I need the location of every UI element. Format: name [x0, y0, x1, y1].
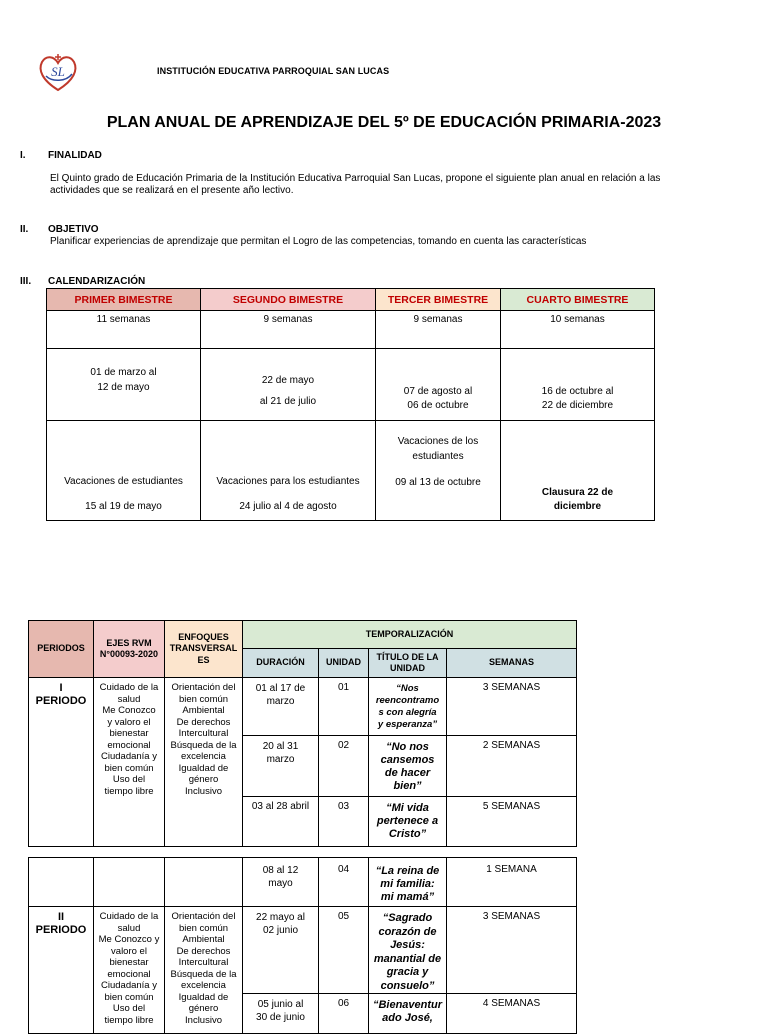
- ejes-line: Uso del: [112, 774, 146, 785]
- header-ejes: [94, 621, 165, 678]
- section-1-title: FINALIDAD: [48, 150, 102, 161]
- section-1-line-2: actividades que se realizará en el presente año lectivo.: [50, 185, 294, 196]
- duracion-line: 30 de junio: [256, 1012, 305, 1023]
- header-primer-bimestre: PRIMER BIMESTRE: [47, 289, 201, 311]
- section-2-title: OBJETIVO: [48, 224, 99, 235]
- ejes-line: emocional: [107, 968, 151, 980]
- page-title: PLAN ANUAL DE APRENDIZAJE DEL 5º DE EDUCACIÓN PRIMARIA-2023: [106, 114, 662, 131]
- section-3-number: III.: [20, 276, 32, 287]
- clausura-line: Clausura 22 de: [541, 487, 614, 498]
- header-enfoques-line: ES: [197, 654, 210, 665]
- vacation-line: 24 julio al 4 de agosto: [239, 501, 337, 512]
- institution-name: INSTITUCIÓN EDUCATIVA PARROQUIAL SAN LUCAS: [157, 66, 390, 76]
- enfoques-line: Ambiental: [182, 934, 225, 945]
- clausura-line: diciembre: [553, 501, 602, 512]
- header-temporalizacion: TEMPORALIZACIÓN: [243, 621, 577, 649]
- weeks-cell: 9 semanas: [201, 311, 376, 349]
- enfoques-line: Orientación del: [171, 911, 236, 922]
- titulo-cell: [369, 858, 447, 907]
- duracion-line: marzo: [266, 696, 295, 707]
- semanas-cell: 2 SEMANAS: [447, 736, 577, 797]
- ejes-line: bienestar: [109, 728, 149, 739]
- ejes-line: Cuidado de la: [99, 682, 159, 693]
- ejes-line: Me Conozco: [102, 705, 156, 716]
- enfoques-line: excelencia: [181, 980, 226, 991]
- svg-text:SL: SL: [51, 64, 65, 79]
- semanas-cell: 5 SEMANAS: [447, 797, 577, 847]
- enfoques-line: Inclusivo: [185, 1014, 222, 1026]
- enfoques-line: Intercultural: [178, 728, 229, 739]
- duracion-line: 20 al 31: [262, 741, 299, 752]
- duracion-line: 08 al 12: [262, 865, 299, 876]
- ejes-line: Uso del: [112, 1003, 146, 1014]
- titulo-line: “Nos: [396, 683, 419, 694]
- titulo-line: corazón de: [378, 925, 437, 938]
- titulo-cell: [369, 736, 447, 797]
- vacation-cell: [47, 421, 201, 521]
- titulo-line: manantial de: [373, 952, 442, 965]
- dates-cell: [201, 349, 376, 421]
- titulo-cell: [369, 678, 447, 736]
- duracion-cell: [243, 858, 319, 907]
- school-logo: [36, 52, 80, 92]
- ejes-line: salud: [117, 922, 141, 934]
- enfoques-line: bien común: [178, 693, 229, 705]
- enfoques-line: género: [188, 774, 219, 785]
- period-label-line: II: [57, 911, 65, 923]
- header-unidad: UNIDAD: [319, 649, 369, 678]
- ejes-cell: [94, 907, 165, 1034]
- dates-line: 01 de marzo al: [90, 367, 157, 378]
- dates-line: 07 de agosto al: [403, 386, 473, 397]
- titulo-line: reencontramo: [375, 695, 440, 706]
- period-label: [29, 907, 94, 1034]
- header-ejes-line: N°00093-2020: [99, 649, 159, 659]
- ejes-line: Ciudadanía y: [101, 751, 157, 762]
- header-enfoques: [165, 621, 243, 678]
- unidad-cell: 02: [319, 736, 369, 797]
- enfoques-line: Orientación del: [171, 682, 236, 693]
- duracion-cell: [243, 994, 319, 1034]
- titulo-line: “Sagrado: [382, 912, 433, 924]
- calendar-weeks-row: [47, 311, 655, 349]
- weeks-cell: 9 semanas: [376, 311, 501, 349]
- titulo-line: “Bienaventur: [372, 999, 443, 1011]
- calendar-header-row: [47, 289, 655, 311]
- enfoques-line: excelencia: [181, 751, 226, 762]
- calendar-vacations-row: [47, 421, 655, 521]
- enfoques-line: Ambiental: [182, 705, 225, 716]
- header-ejes-line: EJES RVM: [106, 637, 152, 648]
- header-semanas: SEMANAS: [447, 649, 577, 678]
- vacation-line: estudiantes: [412, 451, 464, 462]
- titulo-line: mi familia:: [380, 878, 435, 890]
- ejes-line: Cuidado de la: [99, 911, 159, 922]
- header-tercer-bimestre: TERCER BIMESTRE: [376, 289, 501, 311]
- header-titulo: [369, 649, 447, 678]
- empty-cell: [94, 858, 165, 907]
- enfoques-line: Inclusivo: [185, 785, 222, 797]
- semanas-cell: 3 SEMANAS: [447, 907, 577, 994]
- enfoques-line: Búsqueda de la: [170, 968, 237, 980]
- ejes-line: emocional: [107, 739, 151, 751]
- dates-line: 16 de octubre al: [541, 386, 614, 397]
- titulo-line: “La reina de: [375, 865, 440, 877]
- ejes-line: bienestar: [109, 957, 149, 968]
- ejes-line: bien común: [104, 762, 154, 774]
- titulo-line: ado José,: [382, 1012, 433, 1024]
- vacation-line: Vacaciones de estudiantes: [64, 476, 183, 487]
- header-periodos: PERIODOS: [29, 621, 94, 678]
- dates-cell: [47, 349, 201, 421]
- dates-line: 12 de mayo: [97, 382, 150, 393]
- section-1-number: I.: [20, 150, 26, 161]
- table-row: [29, 678, 577, 736]
- ejes-line: Me Conozco y: [98, 934, 160, 945]
- duracion-cell: [243, 907, 319, 994]
- section-3-title: CALENDARIZACIÓN: [48, 276, 146, 287]
- titulo-line: y esperanza”: [377, 719, 438, 730]
- ejes-cell: [94, 678, 165, 847]
- unidad-cell: 03: [319, 797, 369, 847]
- enfoques-cell: [165, 678, 243, 847]
- enfoques-line: Igualdad de: [178, 991, 229, 1003]
- ejes-line: bien común: [104, 991, 154, 1003]
- header-enfoques-line: TRANSVERSAL: [169, 643, 238, 654]
- table-row: [29, 858, 577, 907]
- duracion-line: marzo: [266, 754, 295, 765]
- duracion-line: 02 junio: [262, 925, 299, 936]
- unidad-cell: 04: [319, 858, 369, 907]
- ejes-line: Ciudadanía y: [101, 980, 157, 991]
- titulo-line: gracia y: [386, 966, 429, 978]
- titulo-line: Cristo”: [388, 828, 427, 840]
- enfoques-line: Búsqueda de la: [170, 739, 237, 751]
- unidad-cell: 01: [319, 678, 369, 736]
- plan-table-period-2: [28, 857, 577, 1034]
- vacation-line: 15 al 19 de mayo: [85, 501, 162, 512]
- weeks-cell: 10 semanas: [501, 311, 655, 349]
- period-label: [29, 678, 94, 847]
- dates-line: 22 de mayo: [261, 375, 315, 386]
- vacation-cell: [201, 421, 376, 521]
- empty-cell: [29, 858, 94, 907]
- header-segundo-bimestre: SEGUNDO BIMESTRE: [201, 289, 376, 311]
- enfoques-line: De derechos: [176, 945, 231, 957]
- titulo-line: s con alegría: [378, 707, 437, 718]
- titulo-line: “Mi vida: [386, 802, 429, 814]
- titulo-line: Jesús:: [390, 939, 425, 951]
- duracion-cell: [243, 678, 319, 736]
- period-label-line: I: [59, 682, 63, 694]
- dates-line: 22 de diciembre: [541, 400, 614, 411]
- section-1-line-1: El Quinto grado de Educación Primaria de la Institución Educativa Parroquial San Lucas, propone el siguiente plan anual en relación a las: [50, 173, 661, 184]
- vacation-line: Vacaciones para los estudiantes: [216, 476, 360, 487]
- unidad-cell: 05: [319, 907, 369, 994]
- vacation-line: 09 al 13 de octubre: [395, 477, 481, 488]
- titulo-line: mi mamá”: [380, 891, 435, 903]
- header-duracion: DURACIÓN: [243, 649, 319, 678]
- dates-cell: [376, 349, 501, 421]
- vacation-cell: [376, 421, 501, 521]
- titulo-line: “No nos: [386, 741, 429, 753]
- dates-line: al 21 de julio: [259, 396, 317, 407]
- ejes-line: tiempo libre: [104, 785, 154, 797]
- ejes-line: salud: [117, 693, 141, 705]
- ejes-line: valoro el: [111, 945, 147, 957]
- plan-header-row: [29, 621, 577, 649]
- enfoques-line: Igualdad de: [178, 762, 229, 774]
- duracion-line: 05 junio al: [257, 999, 304, 1010]
- calendar-table: [46, 288, 655, 521]
- vacation-line: Vacaciones de los: [397, 436, 479, 447]
- weeks-cell: 11 semanas: [47, 311, 201, 349]
- ejes-line: y valoro el: [107, 716, 151, 728]
- plan-table-period-1: [28, 620, 577, 847]
- section-2-number: II.: [20, 224, 29, 235]
- duracion-line: mayo: [268, 878, 293, 889]
- duracion-cell: [243, 736, 319, 797]
- enfoques-line: Intercultural: [178, 957, 229, 968]
- semanas-cell: 3 SEMANAS: [447, 678, 577, 736]
- titulo-line: de hacer: [384, 767, 431, 779]
- empty-cell: [165, 858, 243, 907]
- titulo-cell: [369, 797, 447, 847]
- enfoques-line: género: [188, 1003, 219, 1014]
- duracion-line: 22 mayo al: [256, 912, 305, 923]
- ejes-line: tiempo libre: [104, 1014, 154, 1026]
- titulo-line: consuelo”: [380, 979, 435, 992]
- semanas-cell: 4 SEMANAS: [447, 994, 577, 1034]
- enfoques-line: De derechos: [176, 716, 231, 728]
- titulo-line: bien”: [393, 780, 422, 792]
- titulo-cell: [369, 994, 447, 1034]
- calendar-dates-row: [47, 349, 655, 421]
- enfoques-cell: [165, 907, 243, 1034]
- header-titulo-line: UNIDAD: [390, 663, 425, 673]
- enfoques-line: bien común: [178, 922, 229, 934]
- titulo-line: pertenece a: [376, 815, 439, 827]
- titulo-line: cansemos: [380, 754, 435, 766]
- vacation-cell: [501, 421, 655, 521]
- period-label-line: PERIODO: [35, 924, 87, 936]
- duracion-line: 01 al 17 de: [255, 683, 306, 694]
- dates-cell: [501, 349, 655, 421]
- header-cuarto-bimestre: CUARTO BIMESTRE: [501, 289, 655, 311]
- unidad-cell: 06: [319, 994, 369, 1034]
- semanas-cell: 1 SEMANA: [447, 858, 577, 907]
- header-enfoques-line: ENFOQUES: [178, 631, 229, 642]
- header-titulo-line: TÍTULO DE LA: [376, 651, 439, 662]
- duracion-cell: 03 al 28 abril: [243, 797, 319, 847]
- period-label-line: PERIODO: [35, 695, 87, 707]
- dates-line: 06 de octubre: [407, 400, 469, 411]
- titulo-cell: [369, 907, 447, 994]
- table-row: [29, 907, 577, 994]
- section-2-line-1: Planificar experiencias de aprendizaje que permitan el Logro de las competencias, tomando en cuenta las características: [50, 236, 587, 247]
